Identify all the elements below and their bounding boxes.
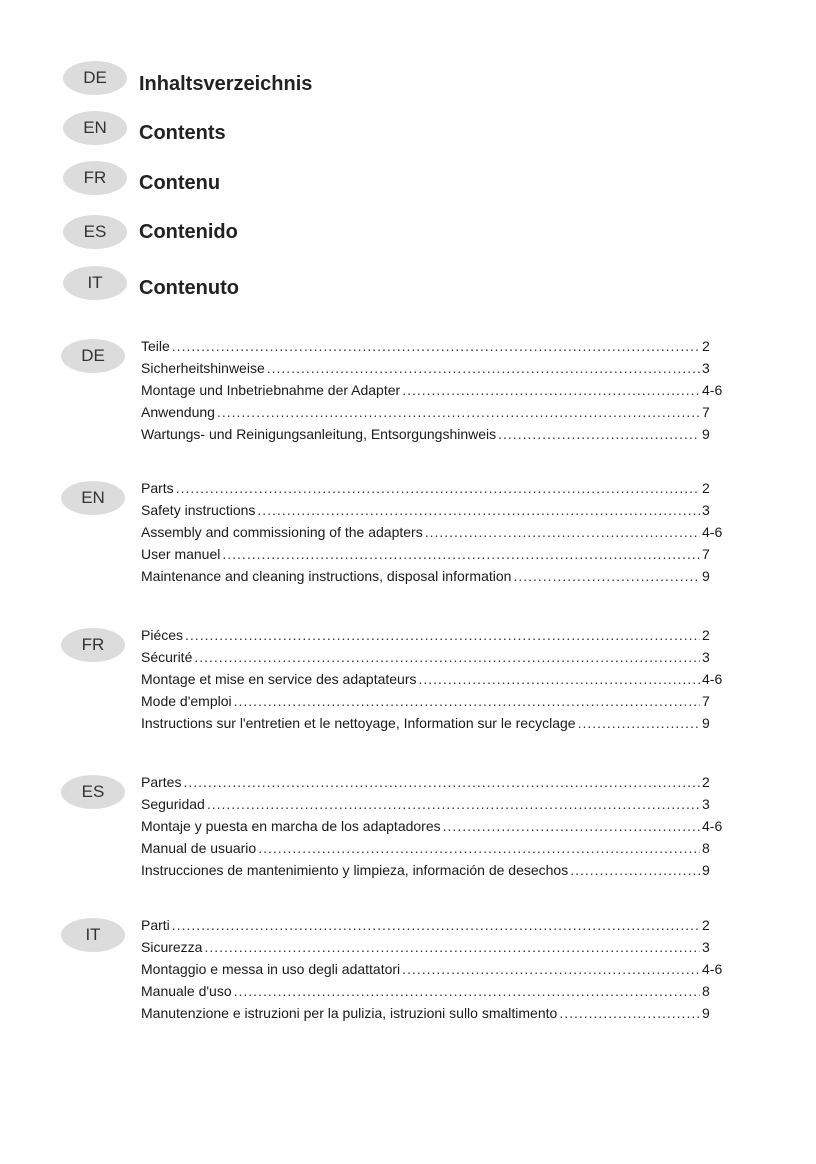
toc-entry[interactable] — [141, 961, 726, 983]
toc-leader-dots — [176, 480, 700, 496]
toc-entry-page: 9 — [702, 426, 710, 442]
toc-entry-page: 4-6 — [702, 818, 723, 834]
toc-list — [141, 627, 726, 737]
toc-entry-title: Sicherheitshinweise — [141, 360, 265, 376]
toc-entry[interactable] — [141, 715, 726, 737]
toc-entry[interactable] — [141, 568, 726, 590]
toc-entry-title: Piéces — [141, 627, 184, 643]
toc-entry-page: 3 — [702, 502, 710, 518]
toc-entry[interactable] — [141, 502, 726, 524]
toc-entry-page: 9 — [702, 1005, 710, 1021]
toc-entry-title: Instructions sur l'entretien et le nettoyage, Information sur le recyclage — [141, 715, 576, 731]
toc-leader-dots — [258, 840, 700, 856]
toc-entry-page: 7 — [702, 546, 710, 562]
toc-list — [141, 917, 726, 1027]
toc-entry-page: 3 — [702, 360, 710, 376]
toc-list — [141, 338, 726, 448]
toc-leader-dots — [513, 568, 700, 584]
toc-entry-page: 2 — [702, 917, 710, 933]
toc-entry[interactable] — [141, 796, 726, 818]
toc-entry[interactable] — [141, 840, 726, 862]
toc-entry-title: Parti — [141, 917, 170, 933]
toc-leader-dots — [222, 546, 700, 562]
language-badge-en: EN — [63, 111, 127, 145]
toc-entry-title: Mode d'emploi — [141, 693, 232, 709]
toc-entry-page: 2 — [702, 480, 710, 496]
section-language-badge: DE — [61, 339, 125, 373]
toc-entry-title: Maintenance and cleaning instructions, disposal information — [141, 568, 512, 584]
toc-entry-title: Manual de usuario — [141, 840, 257, 856]
toc-entry-page: 4-6 — [702, 524, 723, 540]
toc-entry-page: 3 — [702, 939, 710, 955]
toc-leader-dots — [234, 693, 700, 709]
toc-leader-dots — [172, 917, 700, 933]
toc-entry-title: User manuel — [141, 546, 221, 562]
toc-entry-title: Teile — [141, 338, 170, 354]
toc-entry-page: 3 — [702, 649, 710, 665]
toc-entry-title: Anwendung — [141, 404, 215, 420]
toc-list — [141, 480, 726, 590]
toc-entry-title: Montaje y puesta en marcha de los adaptadores — [141, 818, 441, 834]
toc-entry[interactable] — [141, 671, 726, 693]
toc-entry[interactable] — [141, 774, 726, 796]
toc-entry[interactable] — [141, 426, 726, 448]
toc-entry-page: 7 — [702, 404, 710, 420]
language-badge-de: DE — [63, 61, 127, 95]
toc-entry-title: Montage und Inbetriebnahme der Adapter — [141, 382, 401, 398]
toc-leader-dots — [402, 961, 700, 977]
toc-entry-page: 4-6 — [702, 382, 723, 398]
toc-entry[interactable] — [141, 818, 726, 840]
toc-entry[interactable] — [141, 693, 726, 715]
toc-entry[interactable] — [141, 1005, 726, 1027]
toc-leader-dots — [185, 627, 700, 643]
toc-entry-title: Assembly and commissioning of the adapters — [141, 524, 423, 540]
heading-fr: Contenu — [139, 172, 221, 194]
language-badge-it: IT — [63, 266, 127, 300]
language-badge-es: ES — [63, 215, 127, 249]
toc-leader-dots — [257, 502, 700, 518]
toc-leader-dots — [217, 404, 700, 420]
toc-entry-page: 2 — [702, 774, 710, 790]
toc-entry[interactable] — [141, 382, 726, 404]
language-badge-fr: FR — [63, 161, 127, 195]
toc-entry-title: Montaggio e messa in uso degli adattatori — [141, 961, 401, 977]
toc-entry-title: Wartungs- und Reinigungsanleitung, Entsorgungshinweis — [141, 426, 497, 442]
toc-entry[interactable] — [141, 360, 726, 382]
heading-es: Contenido — [139, 221, 238, 243]
toc-leader-dots — [172, 338, 700, 354]
toc-leader-dots — [267, 360, 700, 376]
toc-entry-page: 7 — [702, 693, 710, 709]
section-language-badge: FR — [61, 628, 125, 662]
toc-leader-dots — [498, 426, 700, 442]
toc-entry-title: Seguridad — [141, 796, 205, 812]
toc-entry-page: 2 — [702, 627, 710, 643]
toc-entry-title: Manutenzione e istruzioni per la pulizia, istruzioni sullo smaltimento — [141, 1005, 558, 1021]
toc-entry[interactable] — [141, 546, 726, 568]
toc-entry[interactable] — [141, 983, 726, 1005]
toc-leader-dots — [204, 939, 700, 955]
toc-entry-title: Instrucciones de mantenimiento y limpieza, información de desechos — [141, 862, 569, 878]
toc-entry-title: Sécurité — [141, 649, 193, 665]
toc-entry-title: Safety instructions — [141, 502, 256, 518]
section-language-badge: IT — [61, 918, 125, 952]
toc-leader-dots — [419, 671, 701, 687]
toc-entry-page: 4-6 — [702, 961, 723, 977]
toc-entry[interactable] — [141, 649, 726, 671]
toc-entry-title: Parts — [141, 480, 174, 496]
section-language-badge: ES — [61, 775, 125, 809]
toc-leader-dots — [194, 649, 700, 665]
toc-entry-page: 9 — [702, 715, 710, 731]
toc-leader-dots — [578, 715, 700, 731]
toc-entry-page: 9 — [702, 862, 710, 878]
toc-entry[interactable] — [141, 939, 726, 961]
toc-entry-title: Manuale d'uso — [141, 983, 232, 999]
toc-entry-title: Sicurezza — [141, 939, 203, 955]
toc-entry[interactable] — [141, 917, 726, 939]
toc-entry-title: Montage et mise en service des adaptateurs — [141, 671, 417, 687]
heading-de: Inhaltsverzeichnis — [139, 73, 313, 95]
toc-leader-dots — [559, 1005, 700, 1021]
toc-entry-page: 9 — [702, 568, 710, 584]
heading-it: Contenuto — [139, 277, 239, 299]
toc-entry[interactable] — [141, 404, 726, 426]
toc-entry-page: 8 — [702, 840, 710, 856]
toc-leader-dots — [425, 524, 700, 540]
section-language-badge: EN — [61, 481, 125, 515]
toc-entry-page: 4-6 — [702, 671, 723, 687]
toc-entry-page: 8 — [702, 983, 710, 999]
toc-leader-dots — [443, 818, 700, 834]
toc-leader-dots — [234, 983, 700, 999]
toc-entry[interactable] — [141, 862, 726, 884]
toc-entry[interactable] — [141, 524, 726, 546]
toc-leader-dots — [183, 774, 700, 790]
toc-entry[interactable] — [141, 480, 726, 502]
toc-entry-page: 2 — [702, 338, 710, 354]
toc-entry[interactable] — [141, 338, 726, 360]
heading-en: Contents — [139, 122, 226, 144]
toc-leader-dots — [402, 382, 700, 398]
toc-entry[interactable] — [141, 627, 726, 649]
toc-entry-title: Partes — [141, 774, 182, 790]
toc-list — [141, 774, 726, 884]
toc-leader-dots — [207, 796, 700, 812]
toc-leader-dots — [570, 862, 700, 878]
toc-entry-page: 3 — [702, 796, 710, 812]
